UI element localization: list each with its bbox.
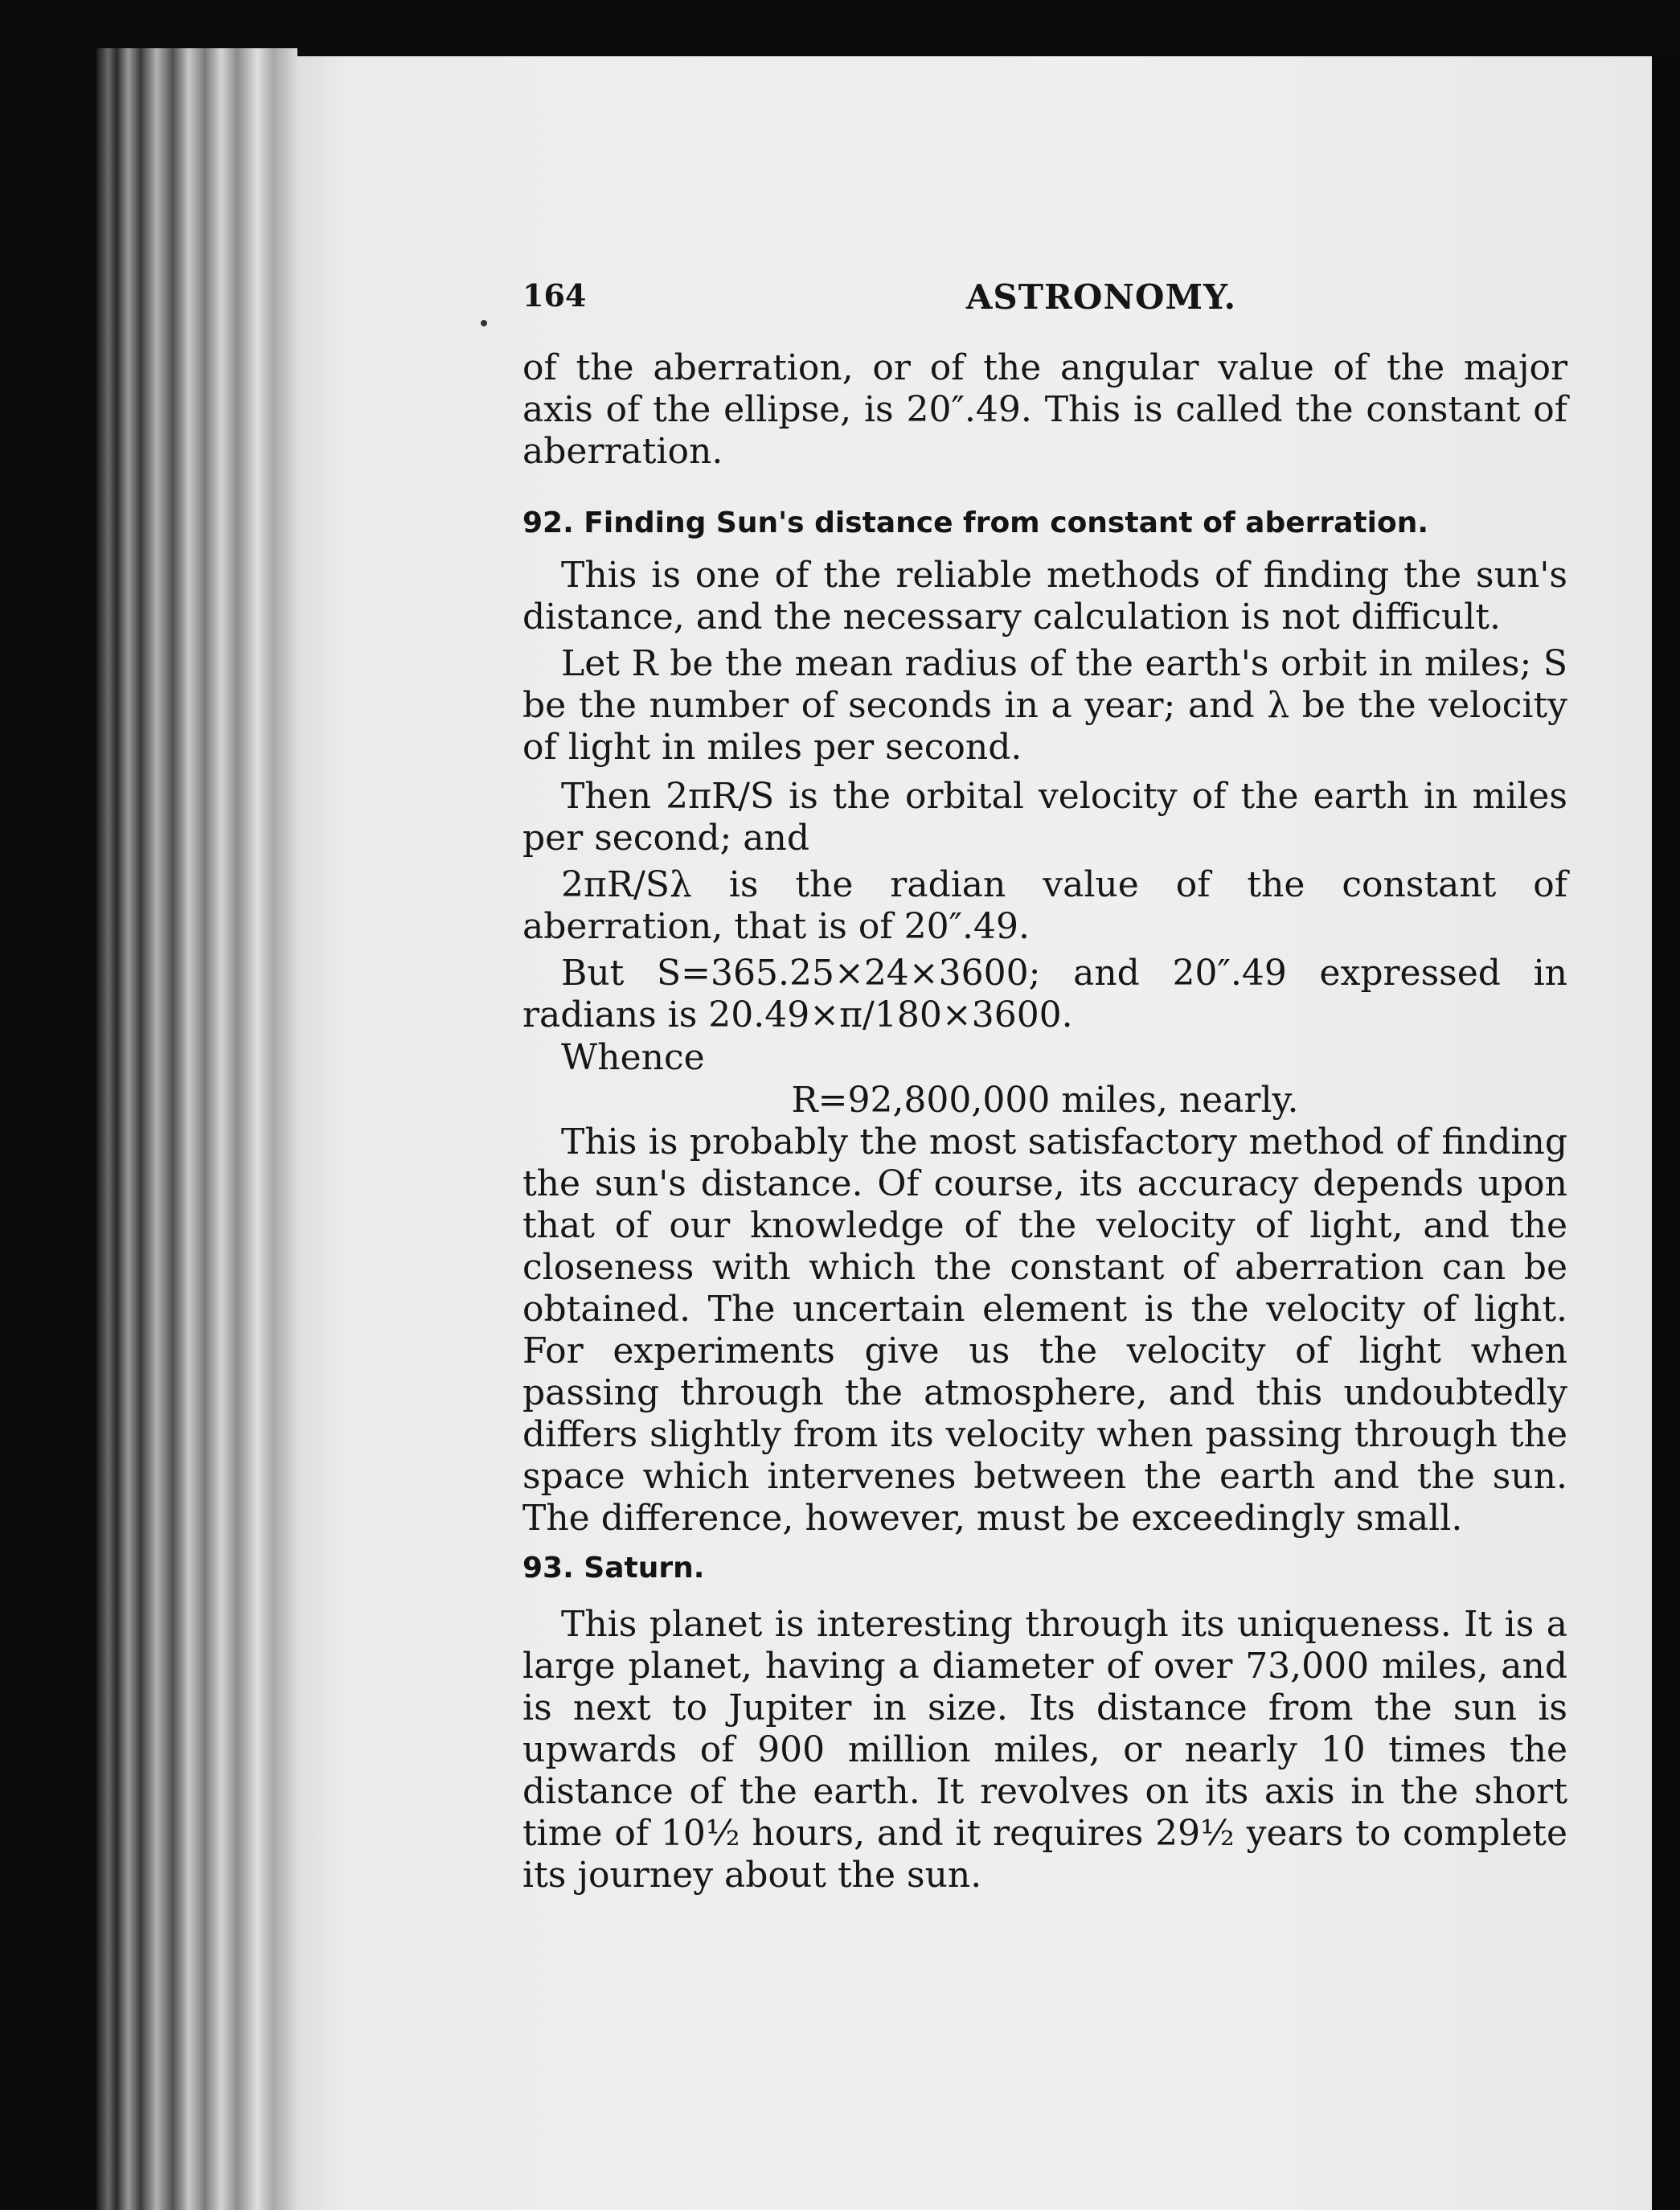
running-title: ASTRONOMY. xyxy=(965,277,1237,317)
paragraph-reliable-method: This is one of the reliable methods of finding the sun's distance, and the necessary calculation is not difficult. xyxy=(522,555,1567,638)
paragraph-satisfactory-method: This is probably the most satisfactory method of finding the sun's distance. Of course, its accuracy depends upon that of our knowledge of the velocity of light, and the closeness with which the constant of aberration can be obtained. The uncertain element is the velocity of light. For experiments give us the velocity of light when passing through the atmosphere, and this undoubtedly differs slightly from its velocity when passing through the space which intervenes between the earth and the sun. The difference, however, must be exceedingly small. xyxy=(522,1121,1567,1539)
result-formula: R=92,800,000 miles, nearly. xyxy=(791,1080,1299,1121)
paragraph-orbital-velocity: Then 2πR/S is the orbital velocity of the earth in miles per second; and xyxy=(522,776,1567,859)
paragraph-saturn: This planet is interesting through its uniqueness. It is a large planet, having a diameter of over 73,000 miles, and is next to Jupiter in size. Its distance from the sun is upwards of 900 million miles, or nearly 10 times the distance of the earth. It revolves on its axis in the short time of 10½ hours, and it requires 29½ years to complete its journey about the sun. xyxy=(522,1604,1567,1896)
book-spine-edge xyxy=(96,48,297,2210)
paragraph-radian-value: 2πR/Sλ is the radian value of the constant of aberration, that is of 20″.49. xyxy=(522,864,1567,947)
scan-border xyxy=(1652,56,1680,2210)
paragraph-intro: of the aberration, or of the angular value of the major axis of the ellipse, is 20″.49. This is called the constant of aberration. xyxy=(522,347,1567,472)
paragraph-definitions: Let R be the mean radius of the earth's orbit in miles; S be the number of seconds in a year; and λ be the velocity of light in miles per second. xyxy=(522,643,1567,768)
page-header xyxy=(522,277,1567,326)
speck-mark xyxy=(481,320,487,326)
section-heading-92: 92. Finding Sun's distance from constant of aberration. xyxy=(522,506,1429,539)
paragraph-values: But S=365.25×24×3600; and 20″.49 expressed in radians is 20.49×π/180×3600. xyxy=(522,953,1567,1035)
paragraph-whence: Whence xyxy=(561,1037,705,1078)
page-number: 164 xyxy=(522,277,587,314)
section-heading-93: 93. Saturn. xyxy=(522,1552,705,1585)
